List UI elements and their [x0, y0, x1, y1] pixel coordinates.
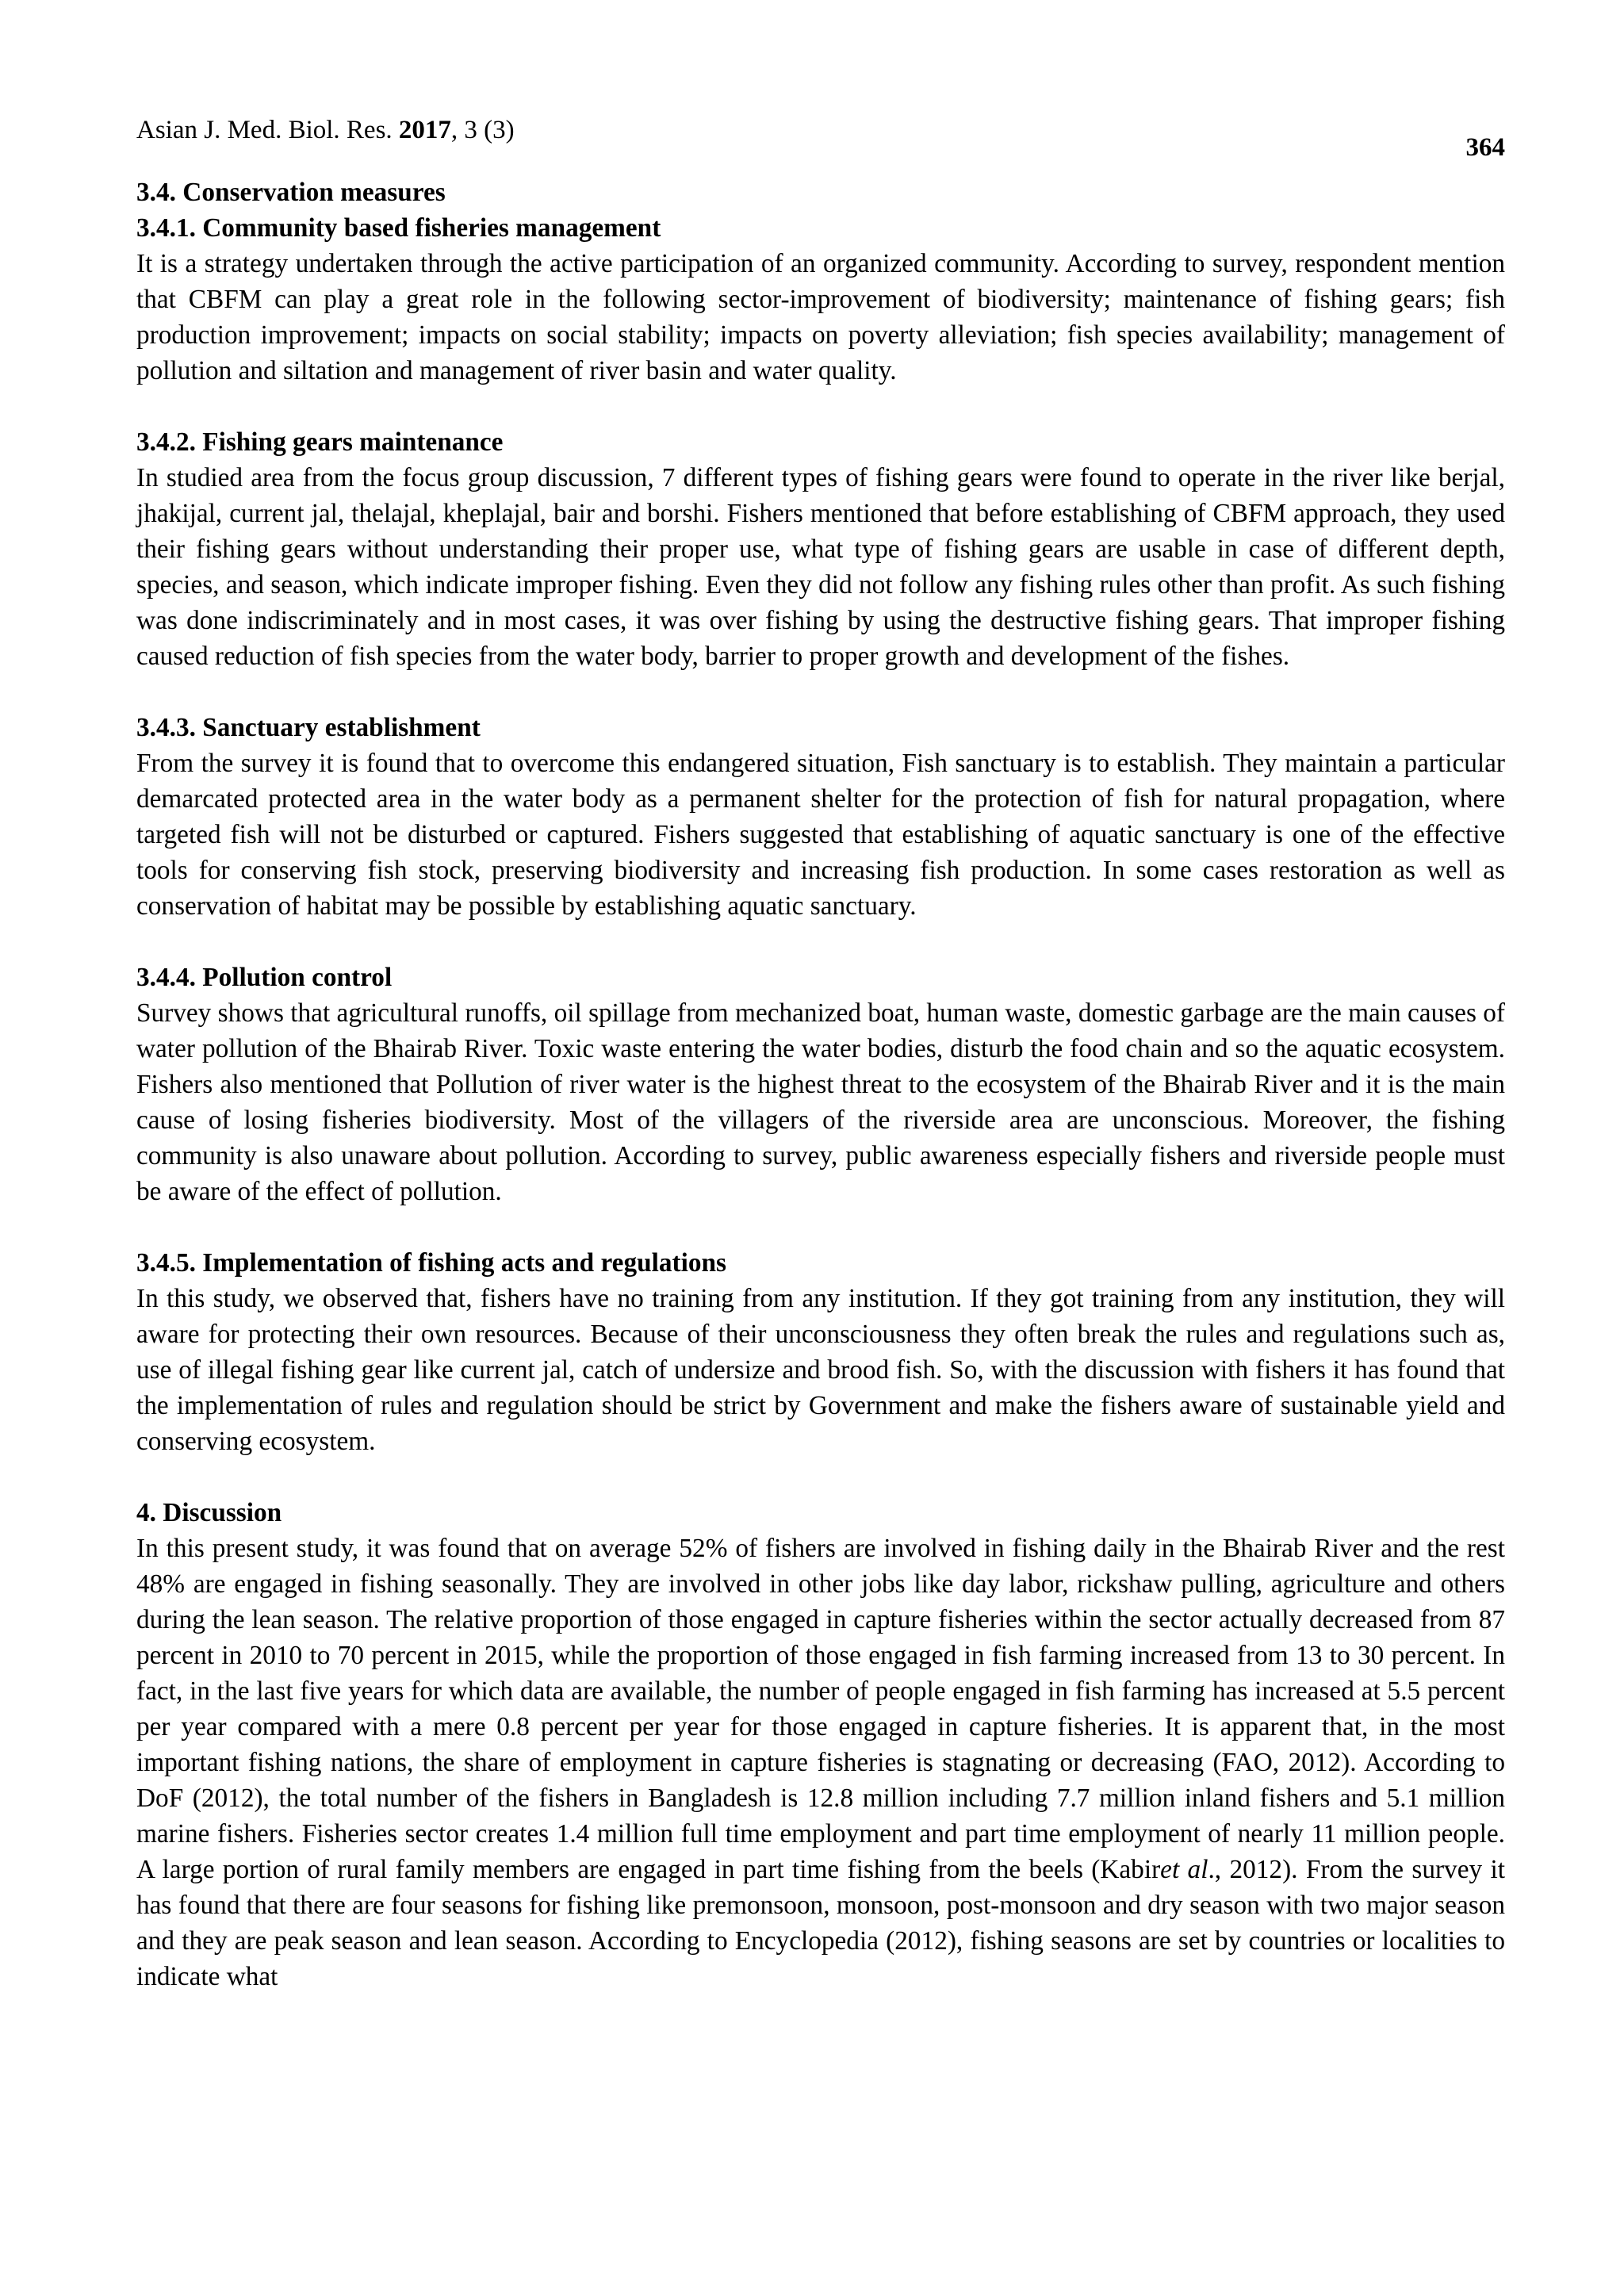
paragraph-3-4-2: In studied area from the focus group discussion, 7 different types of fishing gears were found to operate in the river like berjal, jhakijal, current jal, thelajal, kheplajal, bair and borshi. Fishers mentioned that before establishing of CBFM approach, they used their fishing gears without understanding their proper use, what type of fishing gears are usable in case of different depth, species, and season, which indicate improper fishing. Even they did not follow any fishing rules other than profit. As such fishing was done indiscriminately and in most cases, it was over fishing by using the destructive fishing gears. That improper fishing caused reduction of fish species from the water body, barrier to proper growth and development of the fishes.	[136, 463, 1505, 671]
discussion-text-part1: In this present study, it was found that on average 52% of fishers are involved in fishing daily in the Bhairab River and the rest 48% are engaged in fishing seasonally. They are involved in other jobs like day labor, rickshaw pulling, agriculture and others during the lean season. The relative proportion of those engaged in capture fisheries within the sector actually decreased from 87 percent in 2010 to 70 percent in 2015, while the proportion of those engaged in fish farming increased from 13 to 30 percent. In fact, in the last five years for which data are available, the number of people engaged in fish farming has increased at 5.5 percent per year compared with a mere 0.8 percent per year for those engaged in capture fisheries. It is apparent that, in the most important fishing nations, the share of employment in capture fisheries is stagnating or decreasing (FAO, 2012). According to DoF (2012), the total number of the fishers in Bangladesh is 12.8 million including 7.7 million inland fishers and 5.1 million marine fishers. Fisheries sector creates 1.4 million full time employment and part time employment of nearly 11 million people. A large portion of rural family members are engaged in part time fishing from the beels (Kabir	[136, 1534, 1505, 1884]
paragraph-gap	[136, 1459, 1505, 1495]
section-heading-3-4-5: 3.4.5. Implementation of fishing acts and regulations	[136, 1248, 726, 1278]
body-text	[136, 174, 1505, 1994]
section-heading-3-4: 3.4. Conservation measures	[136, 178, 446, 207]
section-heading-3-4-1: 3.4.1. Community based fisheries management	[136, 213, 661, 243]
section-heading-3-4-4: 3.4.4. Pollution control	[136, 963, 393, 992]
section-heading-3-4-3: 3.4.3. Sanctuary establishment	[136, 713, 481, 742]
page-number: 364	[1465, 133, 1505, 162]
section-heading-3-4-2: 3.4.2. Fishing gears maintenance	[136, 427, 504, 457]
running-header	[136, 111, 1505, 174]
paragraph-gap	[136, 389, 1505, 424]
section-heading-4: 4. Discussion	[136, 1498, 282, 1527]
journal-volume: , 3 (3)	[450, 116, 515, 144]
citation-et-al: et al	[1160, 1855, 1208, 1884]
paragraph-gap	[136, 674, 1505, 710]
discussion-text-part2: ., 2012). From the survey it has found that there are four seasons for fishing like premonsoon, monsoon, post-monsoon and dry season with two major season and they are peak season and lean season. According to Encyclopedia (2012), fishing seasons are set by countries or localities to indicate what	[136, 1855, 1505, 1991]
paragraph-4-discussion	[136, 1531, 1505, 1994]
journal-year: 2017	[398, 116, 451, 144]
paragraph-gap	[136, 924, 1505, 960]
paragraph-3-4-3: From the survey it is found that to overcome this endangered situation, Fish sanctuary is to establish. They maintain a particular demarcated protected area in the water body as a permanent shelter for the protection of fish for natural propagation, where targeted fish will not be disturbed or captured. Fishers suggested that establishing of aquatic sanctuary is one of the effective tools for conserving fish stock, preserving biodiversity and increasing fish production. In some cases restoration as well as conservation of habitat may be possible by establishing aquatic sanctuary.	[136, 749, 1505, 921]
journal-name: Asian J. Med. Biol. Res.	[136, 116, 399, 144]
paragraph-3-4-1: It is a strategy undertaken through the active participation of an organized community. According to survey, respondent mention that CBFM can play a great role in the following sector-improvement of biodiversity; maintenance of fishing gears; fish production improvement; impacts on social stability; impacts on poverty alleviation; fish species availability; management of pollution and siltation and management of river basin and water quality.	[136, 249, 1505, 385]
paragraph-gap	[136, 1209, 1505, 1245]
journal-citation	[136, 114, 515, 146]
paragraph-3-4-4: Survey shows that agricultural runoffs, oil spillage from mechanized boat, human waste, domestic garbage are the main causes of water pollution of the Bhairab River. Toxic waste entering the water bodies, disturb the food chain and so the aquatic ecosystem. Fishers also mentioned that Pollution of river water is the highest threat to the ecosystem of the Bhairab River and it is the main cause of losing fisheries biodiversity. Most of the villagers of the riverside area are unconscious. Moreover, the fishing community is also unaware about pollution. According to survey, public awareness especially fishers and riverside people must be aware of the effect of pollution.	[136, 998, 1505, 1206]
paragraph-3-4-5: In this study, we observed that, fishers have no training from any institution. If they got training from any institution, they will aware for protecting their own resources. Because of their unconsciousness they often break the rules and regulations such as, use of illegal fishing gear like current jal, catch of undersize and brood fish. So, with the discussion with fishers it has found that the implementation of rules and regulation should be strict by Government and make the fishers aware of sustainable yield and conserving ecosystem.	[136, 1284, 1505, 1456]
